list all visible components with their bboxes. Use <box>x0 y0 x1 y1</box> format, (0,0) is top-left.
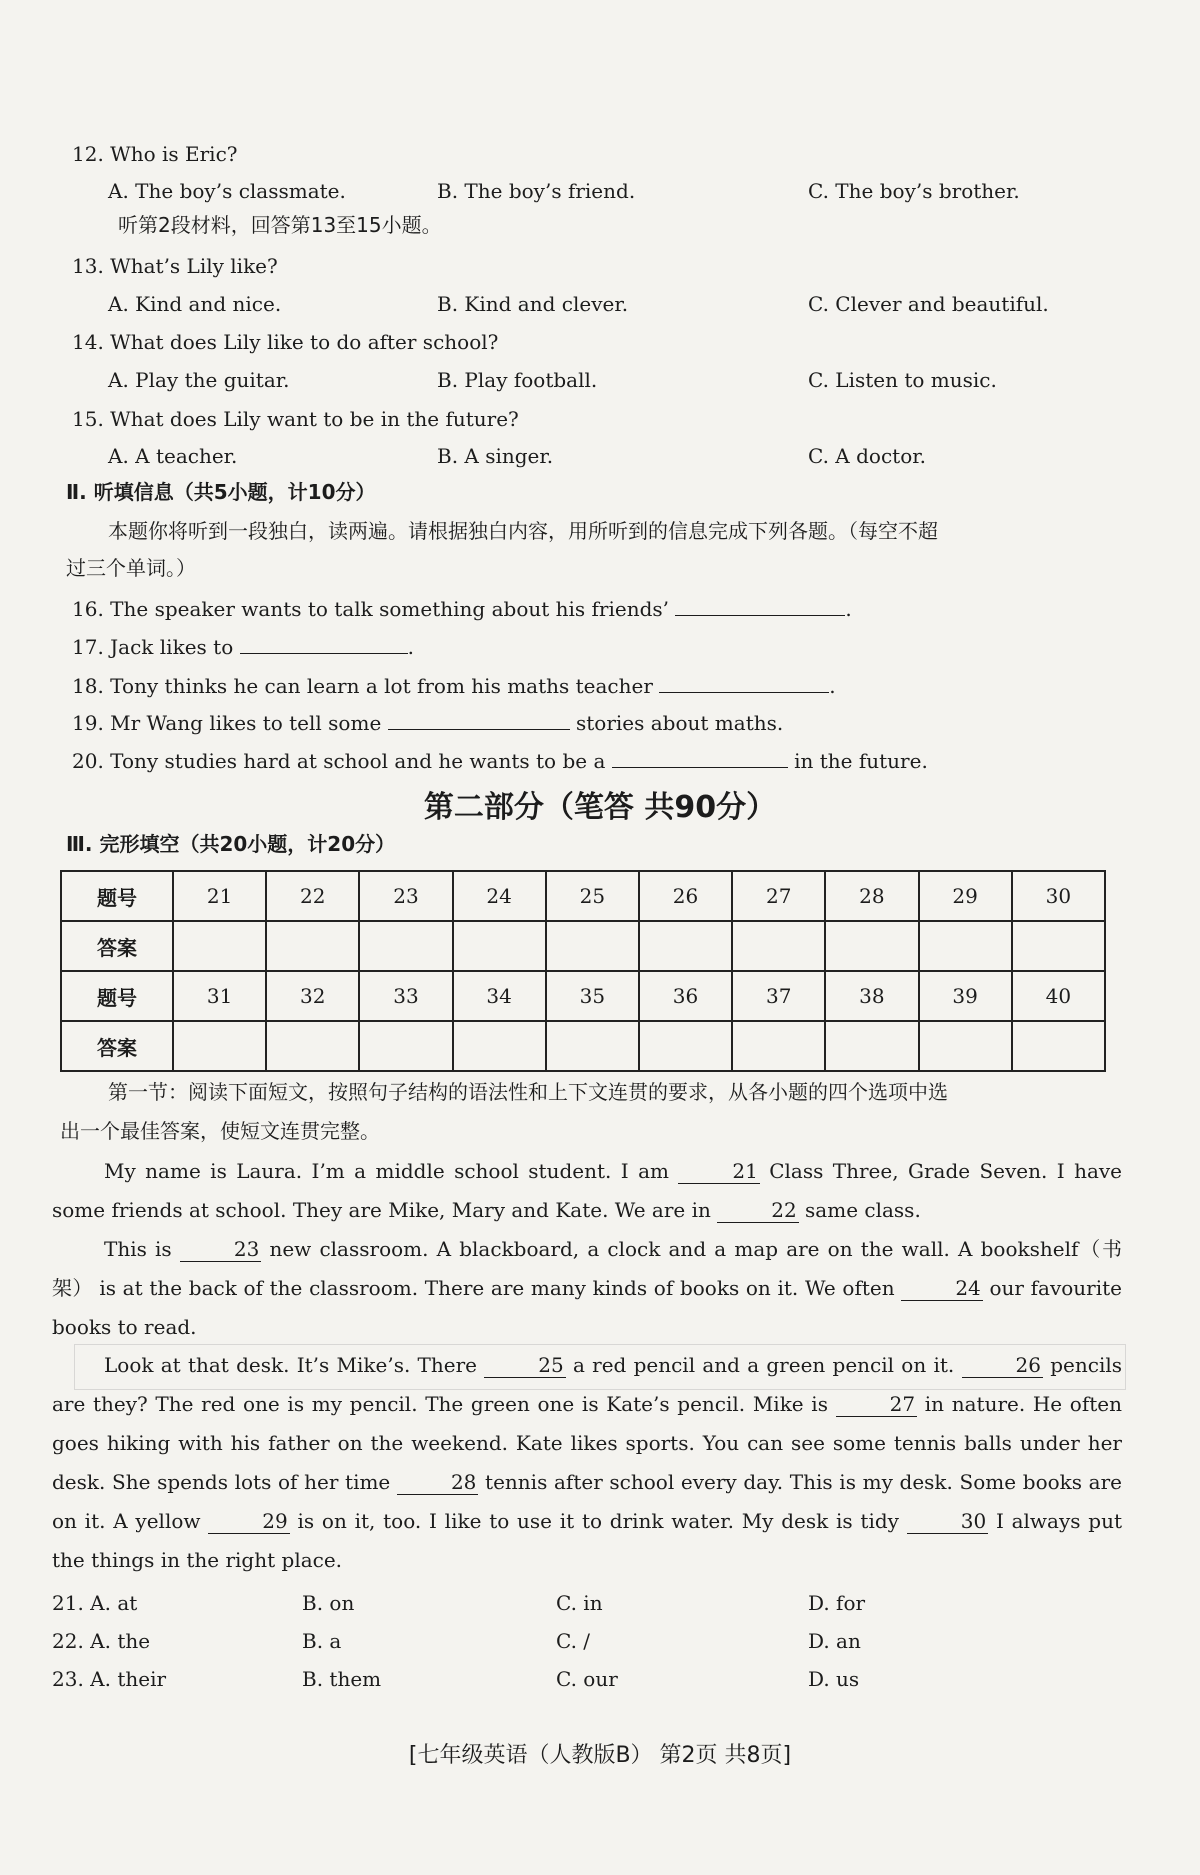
passage-text: a red pencil and a green pencil on it. <box>572 1353 955 1377</box>
question-20 <box>72 747 928 775</box>
q15-option-c: C. A doctor. <box>808 444 926 468</box>
blank-23[interactable]: 23 <box>180 1237 261 1262</box>
q21-option-a: 21. A. at <box>52 1591 138 1615</box>
table-cell: 26 <box>639 871 732 921</box>
table-row <box>61 971 1105 1021</box>
blank-28[interactable]: 28 <box>397 1470 478 1495</box>
question-18 <box>72 672 836 700</box>
q22-option-d: D. an <box>808 1629 861 1653</box>
answer-cell[interactable] <box>825 1021 918 1071</box>
answer-cell[interactable] <box>359 921 452 971</box>
passage-text: is on it, too. I like to use it to drink water. My desk is tidy <box>297 1509 899 1533</box>
q13-option-a: A. Kind and nice. <box>108 292 282 316</box>
question-17 <box>72 633 414 661</box>
section-3-title: Ⅲ. 完形填空（共20小题，计20分） <box>66 832 396 856</box>
table-cell: 36 <box>639 971 732 1021</box>
blank-26[interactable]: 26 <box>962 1353 1043 1378</box>
answer-cell[interactable] <box>825 921 918 971</box>
table-cell: 31 <box>173 971 266 1021</box>
answer-cell[interactable] <box>1012 1021 1105 1071</box>
table-cell: 25 <box>546 871 639 921</box>
section-3-instruction-line1: 第一节：阅读下面短文，按照句子结构的语法性和上下文连贯的要求，从各小题的四个选项中选 <box>108 1080 948 1104</box>
answer-cell[interactable] <box>266 921 359 971</box>
passage-text: I always put the things in the right place. <box>52 1509 1123 1572</box>
table-cell: 35 <box>546 971 639 1021</box>
q16-end: . <box>845 597 852 621</box>
blank-30[interactable]: 30 <box>907 1509 988 1534</box>
table-row <box>61 921 1105 971</box>
table-cell: 34 <box>453 971 546 1021</box>
table-row <box>61 1021 1105 1071</box>
answer-cell[interactable] <box>1012 921 1105 971</box>
label-answer: 答案 <box>61 921 173 971</box>
q20-text: 20. Tony studies hard at school and he wants to be a <box>72 749 606 773</box>
passage-text: tennis after school every day. This is my desk. Some books are on it. A yellow <box>52 1470 1123 1533</box>
table-cell: 29 <box>919 871 1012 921</box>
page-footer: [七年级英语（人教版B） 第2页 共8页] <box>408 1743 792 1768</box>
q14-option-b: B. Play football. <box>437 368 598 392</box>
table-cell: 32 <box>266 971 359 1021</box>
table-cell: 30 <box>1012 871 1105 921</box>
table-cell: 22 <box>266 871 359 921</box>
answer-cell[interactable] <box>453 1021 546 1071</box>
blank-27[interactable]: 27 <box>836 1392 917 1417</box>
table-cell: 33 <box>359 971 452 1021</box>
answer-cell[interactable] <box>919 921 1012 971</box>
passage-paragraph-3 <box>52 1346 1122 1580</box>
question-16 <box>72 595 852 623</box>
table-cell: 40 <box>1012 971 1105 1021</box>
q23-option-d: D. us <box>808 1667 860 1691</box>
question-13: 13. What’s Lily like? <box>72 254 278 278</box>
q20-end: in the future. <box>794 749 928 773</box>
q22-option-c: C. / <box>556 1629 591 1653</box>
q12-option-b: B. The boy’s friend. <box>437 179 636 203</box>
section-2-title: Ⅱ. 听填信息（共5小题，计10分） <box>66 480 376 504</box>
answer-cell[interactable] <box>919 1021 1012 1071</box>
table-row <box>61 871 1105 921</box>
section-3-instruction-line2: 出一个最佳答案，使短文连贯完整。 <box>60 1119 380 1143</box>
blank-29[interactable]: 29 <box>208 1509 289 1534</box>
passage-text: Look at that desk. It’s Mike’s. There <box>104 1353 478 1377</box>
answer-cell[interactable] <box>359 1021 452 1071</box>
question-15: 15. What does Lily want to be in the future? <box>72 407 519 431</box>
passage2-intro: 听第2段材料，回答第13至15小题。 <box>118 213 442 237</box>
q17-end: . <box>407 635 414 659</box>
label-answer: 答案 <box>61 1021 173 1071</box>
label-question-number: 题号 <box>61 971 173 1021</box>
answer-table <box>60 870 1106 1072</box>
q18-text: 18. Tony thinks he can learn a lot from his maths teacher <box>72 674 653 698</box>
q23-option-a: 23. A. their <box>52 1667 167 1691</box>
question-14: 14. What does Lily like to do after school? <box>72 330 499 354</box>
q16-answer-blank[interactable] <box>675 615 845 616</box>
label-question-number: 题号 <box>61 871 173 921</box>
q19-text: 19. Mr Wang likes to tell some <box>72 711 382 735</box>
passage-text: My name is Laura. I’m a middle school student. I am <box>104 1159 669 1183</box>
blank-24[interactable]: 24 <box>901 1276 982 1301</box>
answer-cell[interactable] <box>546 921 639 971</box>
answer-cell[interactable] <box>639 921 732 971</box>
table-cell: 37 <box>732 971 825 1021</box>
q17-text: 17. Jack likes to <box>72 635 234 659</box>
table-cell: 27 <box>732 871 825 921</box>
q21-option-d: D. for <box>808 1591 866 1615</box>
q13-option-b: B. Kind and clever. <box>437 292 629 316</box>
answer-cell[interactable] <box>732 1021 825 1071</box>
section-2-instruction-line1: 本题你将听到一段独白，读两遍。请根据独白内容，用所听到的信息完成下列各题。（每空不超 <box>108 519 938 543</box>
passage-text: new classroom. A blackboard, a clock and a map are on the wall. A bookshelf（书架） is at the back of the classroom. There are many kinds of books on it. We often <box>52 1237 1122 1300</box>
answer-cell[interactable] <box>639 1021 732 1071</box>
q22-option-a: 22. A. the <box>52 1629 151 1653</box>
q18-end: . <box>829 674 836 698</box>
passage-paragraph-2 <box>52 1230 1122 1347</box>
passage-text: This is <box>104 1237 172 1261</box>
answer-cell[interactable] <box>266 1021 359 1071</box>
blank-25[interactable]: 25 <box>484 1353 565 1378</box>
q13-option-c: C. Clever and beautiful. <box>808 292 1049 316</box>
blank-21[interactable]: 21 <box>678 1159 759 1184</box>
blank-22[interactable]: 22 <box>717 1198 798 1223</box>
table-cell: 28 <box>825 871 918 921</box>
answer-cell[interactable] <box>546 1021 639 1071</box>
part-2-title: 第二部分（笔答 共90分） <box>423 790 777 825</box>
q14-option-c: C. Listen to music. <box>808 368 997 392</box>
q15-option-b: B. A singer. <box>437 444 554 468</box>
q20-answer-blank[interactable] <box>612 767 788 768</box>
q19-answer-blank[interactable] <box>388 729 570 730</box>
q17-answer-blank[interactable] <box>240 653 408 654</box>
q16-text: 16. The speaker wants to talk something about his friends’ <box>72 597 670 621</box>
passage-text: our favourite books to read. <box>52 1276 1122 1339</box>
q12-option-a: A. The boy’s classmate. <box>108 179 346 203</box>
table-cell: 39 <box>919 971 1012 1021</box>
answer-cell[interactable] <box>173 921 266 971</box>
q23-option-b: B. them <box>302 1667 382 1691</box>
q21-option-c: C. in <box>556 1591 603 1615</box>
table-cell: 21 <box>173 871 266 921</box>
q12-option-c: C. The boy’s brother. <box>808 179 1020 203</box>
table-cell: 38 <box>825 971 918 1021</box>
answer-cell[interactable] <box>173 1021 266 1071</box>
q15-option-a: A. A teacher. <box>108 444 238 468</box>
passage-text: Class Three, Grade Seven. I have some friends at school. They are Mike, Mary and Kate. We are in <box>52 1159 1123 1222</box>
question-12: 12. Who is Eric? <box>72 142 238 166</box>
q18-answer-blank[interactable] <box>659 692 829 693</box>
q22-option-b: B. a <box>302 1629 342 1653</box>
table-cell: 23 <box>359 871 452 921</box>
table-cell: 24 <box>453 871 546 921</box>
q23-option-c: C. our <box>556 1667 618 1691</box>
passage-text: pencils are they? The red one is my pencil. The green one is Kate’s pencil. Mike is <box>52 1353 1122 1416</box>
passage-text: same class. <box>805 1198 921 1222</box>
answer-cell[interactable] <box>732 921 825 971</box>
q21-option-b: B. on <box>302 1591 355 1615</box>
answer-cell[interactable] <box>453 921 546 971</box>
section-2-instruction-line2: 过三个单词。） <box>66 556 196 580</box>
q14-option-a: A. Play the guitar. <box>108 368 290 392</box>
passage-paragraph-1 <box>52 1152 1122 1230</box>
passage-text: in nature. He often goes hiking with his father on the weekend. Kate likes sports. You can see some tennis balls under her desk. She spends lots of her time <box>52 1392 1123 1494</box>
question-19 <box>72 709 783 737</box>
q19-end: stories about maths. <box>576 711 784 735</box>
